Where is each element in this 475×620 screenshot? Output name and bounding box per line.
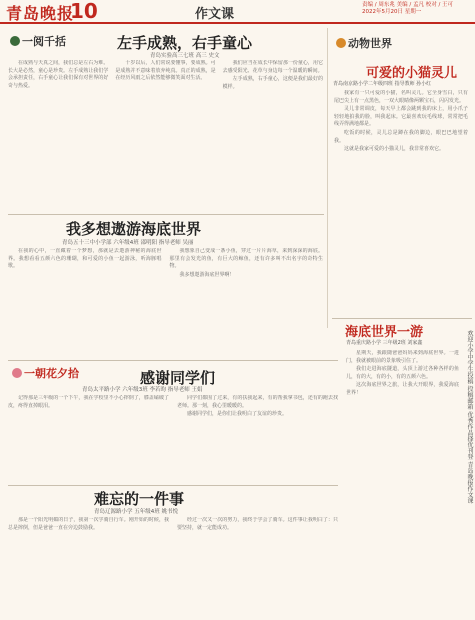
article-byline-5: 青岛太平路小学 六年级3班 李若昀 指导老师 王娟 (82, 387, 203, 393)
ink-brush-icon (10, 36, 20, 46)
flower-icon (12, 368, 22, 378)
section-divider (8, 360, 338, 361)
article-body-5: 记得那是三年级的一个下午，我在学校里不小心摔倒了，膝盖磕破了皮，疼得直掉眼泪。 同学们都围了过来，有的扶我起来，有的帮我拿书包，还有的跑去找老师。那一刻，我心里暖暖的。 感谢同学们，是你们让我明白了友谊的珍贵。 (8, 395, 338, 418)
article-byline-3: 青岛五十三中小学部 六年级4班 邵明阳 指导老师 吴丽 (62, 240, 194, 246)
column-tag-zhaohua: 一朝花夕拾 (12, 365, 79, 381)
article-body-3: 在我的心中，一直藏着一个梦想，那就是去遨游神秘的海底世界。我想看看五颜六色的珊瑚，和可爱的小鱼一起游泳，听海豚唱歌。 我想象自己变成一条小鱼，穿过一片片海草，来到深深的海底。那里有会发光的鱼，有巨大的鲸鱼，还有许多叫不出名字的奇特生物。 我多想遨游海底世界啊！ (8, 248, 323, 278)
column-divider (327, 28, 328, 328)
paw-icon (336, 38, 346, 48)
column-tag-animal: 动物世界 (336, 35, 392, 51)
section-divider (332, 318, 472, 319)
vertical-sidebar-note: 欢迎小学中学生投稿 投稿邮箱 优秀作品择优刊登 青岛晚报作文课 (466, 330, 473, 504)
newspaper-logo: 青岛晚报 (6, 4, 75, 23)
article-title-4: 海底世界一游 (345, 325, 424, 340)
editor-line: 责编 / 周东兆 美编 / 孟凡 校对 / 王可 (362, 2, 454, 8)
article-body-2: 我家有一只可爱的小猫，名叫灵儿。它全身雪白，只有尾巴尖上有一点黑色，一双大眼睛像两颗宝石，闪闪发光。 灵儿非常调皮，每天早上都会跳到我的床上，用小爪子轻轻地拍我的脸，叫我起床。它最喜欢玩毛线球，常常把毛线弄得满地都是。 吃饭的时候，灵儿总是蹲在我的脚边，眼巴巴地望着我。 这就是我家可爱的小猫灵儿，我非常喜欢它。 (334, 90, 468, 153)
article-body-1: 在成熟与天真之间，我们总是左右为难。长大是必然，童心是珍贵。左手成熟让我们学会承担责任，右手童心让我们保有对世界的好奇与热爱。 十岁以后，人们常说要懂事，要成熟。可是成熟并不意味着放弃纯真。真正的成熟，是在经历风雨之后依然能够微笑面对生活。 我们应当在成长中保留那一份童心，用它去感受阳光、花草与身边每一个温暖的瞬间。 左手成熟，右手童心，这便是我们最好的模样。 (8, 60, 323, 90)
article-byline-2: 青岛南京路小学二年级四班 指导教师 孙小红 (333, 81, 432, 87)
section-title: 作文课 (195, 7, 235, 22)
article-title-3: 我多想遨游海底世界 (66, 220, 202, 238)
editor-info (362, 2, 472, 16)
article-title-2: 可爱的小猫灵儿 (366, 66, 458, 81)
section-divider (8, 214, 324, 215)
article-byline-6: 青岛辽源路小学 五年级4班 姚书悦 (94, 509, 178, 515)
article-title-6: 难忘的一件事 (94, 490, 185, 508)
article-title-5: 感谢同学们 (140, 369, 216, 387)
article-body-6: 那是一个阳光明媚的日子，我第一次学骑自行车。刚开始的时候，我总是摔倒，但是爸爸一直在旁边鼓励我。 经过一次又一次的努力，我终于学会了骑车。这件事让我明白了：只要坚持，就一定能成功。 (8, 517, 338, 531)
issue-date: 2022年5月20日 星期一 (362, 9, 422, 15)
article-byline-1: 青岛实验高三七班 高三 史文 (150, 53, 220, 59)
article-body-4: 星期天，我跟随爸爸妈妈来到海底世界。一进门，我就被眼前的景象吸引住了。 我们走进海底隧道，头顶上游过各种各样的鱼儿，有的大，有的小，有的五颜六色。 这次海底世界之旅，让我大开眼界，我爱海底世界！ (346, 350, 459, 396)
article-title-1: 左手成熟，右手童心 (117, 34, 253, 52)
column-tag-left: 一阅千括 (10, 33, 66, 49)
page-number: 10 (70, 0, 98, 23)
article-byline-4: 青岛重庆路小学 三年级2班 刘家鑫 (346, 340, 423, 346)
section-divider (8, 485, 338, 486)
